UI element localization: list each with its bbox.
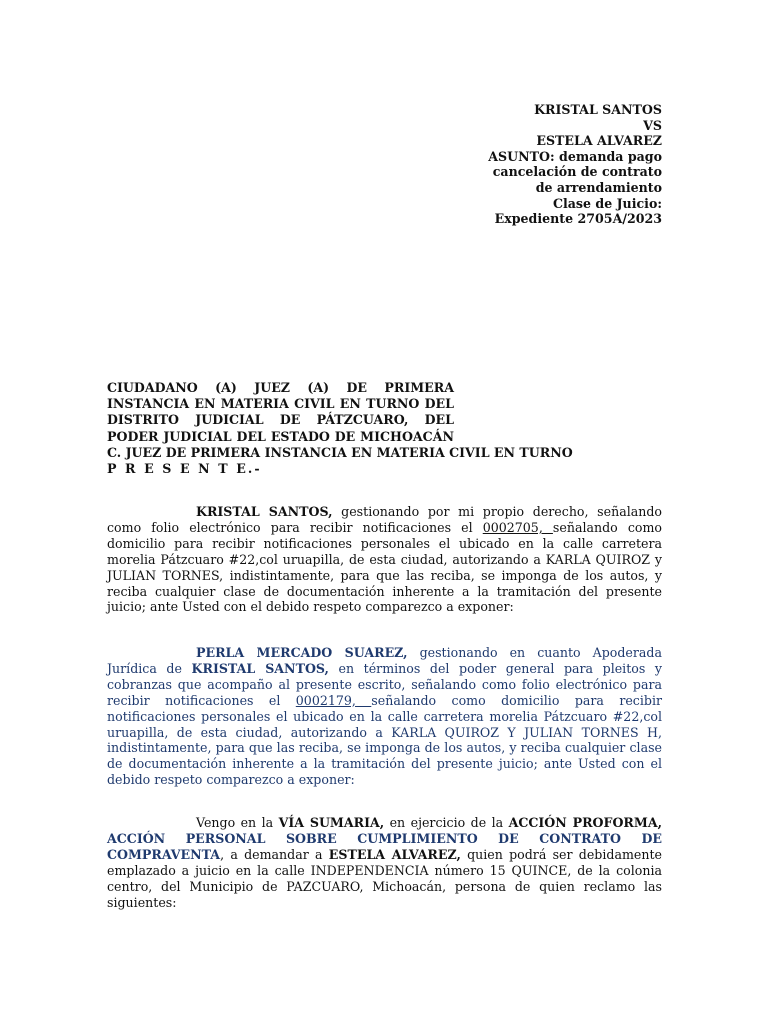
addressee-line: C. JUEZ DE PRIMERA INSTANCIA EN MATERIA CIVIL EN TURNO [107, 444, 573, 460]
paragraph-attorney [107, 645, 662, 788]
paragraph-text: en ejercicio de la [384, 815, 509, 830]
subject-line-2: cancelación de contrato [492, 164, 662, 180]
addressee-block [107, 380, 577, 477]
addressee-line: CIUDADANO (A) JUEZ (A) DE PRIMERA [107, 380, 454, 395]
accion-personal-bold: ACCIÓN PERSONAL SOBRE CUMPLIMIENTO DE CONTRATO DE COMPRAVENTA [107, 830, 662, 862]
trial-class: Clase de Juicio: [552, 195, 662, 211]
paragraph-text: gestionando en cuanto Apoderada Jurídica de [107, 645, 662, 676]
case-caption [440, 102, 662, 227]
paragraph-text: señalando como domicilio para recibir notificaciones personales el ubicado en la calle carretera morelia Pátzcuaro #22,col uruapilla, de esta ciudad, autorizando a KARLA QUIROZ Y JULIAN TORNES H, indistintamente, para que las reciba, se imponga de los autos, y reciba cualquier clase de documentación inherente a la tramitación del presente juicio; ante Usted con el debido respeto comparezco a exponer: [107, 692, 662, 788]
via-sumaria-bold: VÍA SUMARIA, [278, 815, 385, 830]
accion-proforma-bold: ACCIÓN PROFORMA, [508, 815, 662, 830]
defendant-name: ESTELA ALVAREZ [536, 133, 662, 149]
addressee-line: DISTRITO JUDICIAL DE PÁTZCUARO, DEL [107, 412, 454, 428]
versus-label: VS [643, 117, 662, 133]
paragraph-text: Vengo en la [196, 815, 279, 830]
plaintiff-name: KRISTAL SANTOS [534, 102, 662, 117]
presente-line: P R E S E N T E.- [107, 461, 262, 477]
folio-number: 0002179, [295, 692, 372, 708]
paragraph-text: quien podrá ser debidamente emplazado a juicio en la calle INDEPENDENCIA número 15 QUINCE, de la colonia centro, del Municipio de PAZCUARO, Michoacán, persona de quien reclamo las siguientes: [107, 846, 662, 910]
addressee-line: PODER JUDICIAL DEL ESTADO DE MICHOACÁN [107, 428, 454, 444]
attorney-name-bold: PERLA MERCADO SUAREZ, [196, 645, 408, 660]
paragraph-text: , a demandar a [220, 846, 329, 862]
plaintiff-name-bold: KRISTAL SANTOS, [196, 504, 333, 519]
client-name-bold: KRISTAL SANTOS, [191, 660, 329, 676]
subject-line: ASUNTO: demanda pago [488, 148, 662, 164]
paragraph-claim [107, 815, 662, 910]
addressee-line: INSTANCIA EN MATERIA CIVIL EN TURNO DEL [107, 396, 454, 412]
case-file-number: Expediente 2705A/2023 [494, 211, 662, 227]
paragraph-plaintiff [107, 504, 662, 615]
subject-line-3: de arrendamiento [535, 179, 662, 195]
defendant-name-bold: ESTELA ALVAREZ, [328, 846, 461, 862]
paragraph-text: en términos del poder general para pleitos y cobranzas que acompaño al presente escrito, señalando como folio electrónico para recibir notificaciones el [107, 660, 663, 708]
paragraph-text: señalando como domicilio para recibir notificaciones personales el ubicado en la calle carretera morelia Pátzcuaro #22,col uruapilla, de esta ciudad, autorizando a KARLA QUIROZ y JULIAN TORNES, indistintamente, para que las reciba, se imponga de los autos, y reciba cualquier clase de documentación inherente a la tramitación del presente juicio; ante Usted con el debido respeto comparezco a exponer: [107, 519, 662, 615]
folio-number: 0002705, [482, 519, 553, 535]
paragraph-text: gestionando por mi propio derecho, señalando como folio electrónico para recibir notificaciones el [107, 504, 662, 535]
